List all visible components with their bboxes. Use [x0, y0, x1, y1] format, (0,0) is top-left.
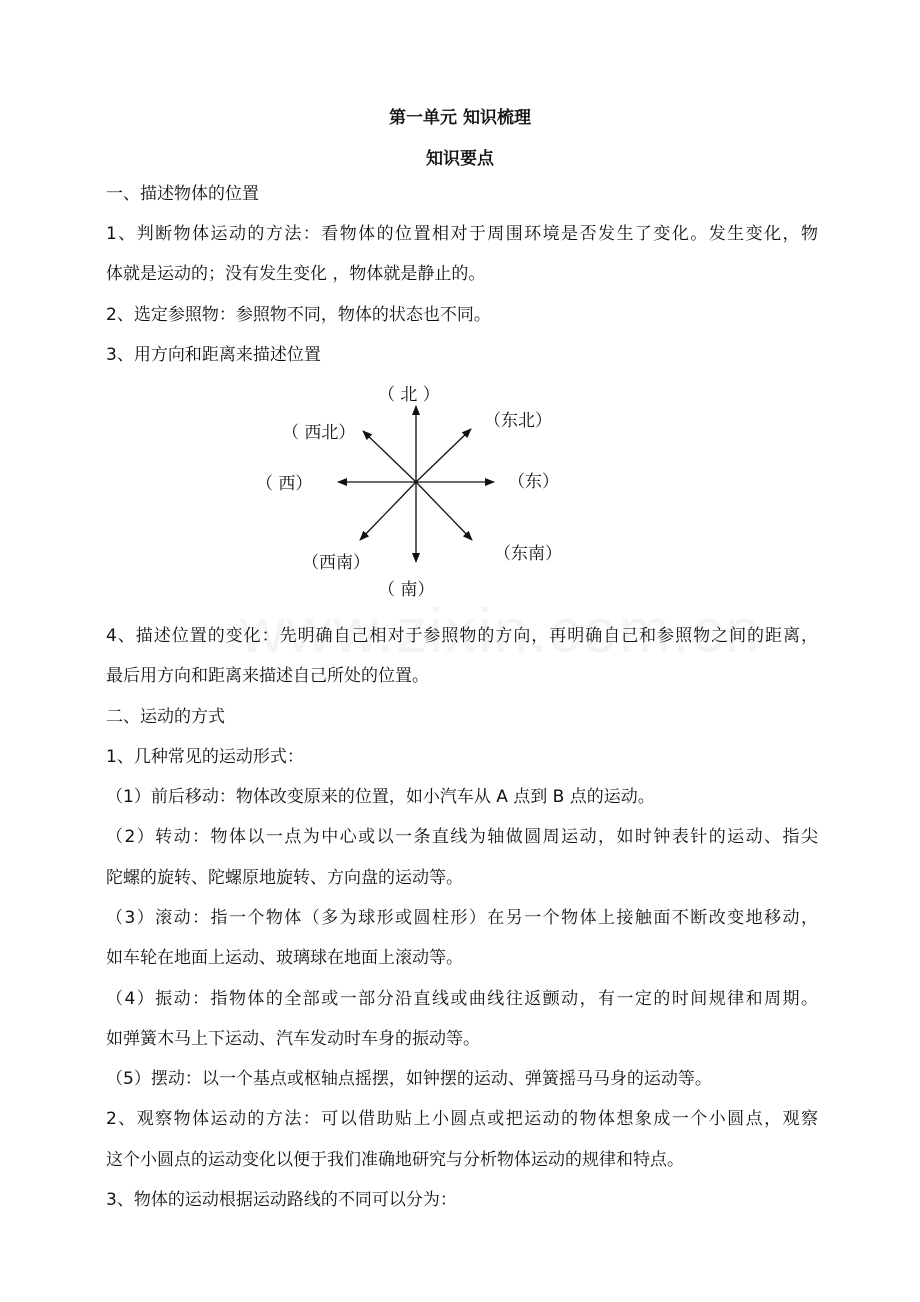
southeast-arrow	[416, 482, 472, 540]
motion-vibration-line-1: （4）振动：指物体的全部或一部分沿直线或曲线往返颤动，有一定的时间规律和周期。	[106, 989, 818, 1009]
motion-vibration-line-2: 如弹簧木马上下运动、汽车发动时车身的振动等。	[106, 1029, 480, 1049]
label-northwest: （ 西北）	[282, 423, 356, 443]
label-north: （ 北 ）	[378, 385, 440, 405]
paragraph-4-line-2: 最后用方向和距离来描述自己所处的位置。	[106, 666, 429, 686]
label-west: （ 西）	[256, 474, 313, 494]
compass-diagram	[250, 376, 590, 602]
label-southeast: （东南）	[494, 544, 562, 564]
label-south: （ 南）	[378, 580, 435, 600]
label-northeast: （东北）	[484, 411, 552, 431]
paragraph-1-line-2: 体就是运动的；没有发生变化 ，物体就是静止的。	[106, 264, 486, 284]
paragraph-3: 3、用方向和距离来描述位置	[106, 345, 321, 365]
paragraph-observe-line-1: 2、观察物体运动的方法：可以借助贴上小圆点或把运动的物体想象成一个小圆点，观察	[106, 1109, 818, 1129]
section-heading-motion: 二、运动的方式	[106, 707, 225, 727]
page-subtitle: 知识要点	[426, 149, 494, 169]
paragraph-4-line-1: 4、描述位置的变化：先明确自己相对于参照物的方向，再明确自己和参照物之间的距离，	[106, 626, 818, 646]
motion-rolling-line-1: （3）滚动：指一个物体（多为球形或圆柱形）在另一个物体上接触面不断改变地移动，	[106, 908, 818, 928]
northwest-arrow	[363, 431, 416, 482]
northeast-arrow	[416, 429, 471, 482]
label-east: （东）	[508, 472, 559, 492]
southwest-arrow	[360, 482, 416, 540]
motion-swing: （5）摆动：以一个基点或枢轴点摇摆，如钟摆的运动、弹簧摇马马身的运动等。	[106, 1069, 712, 1089]
page-title: 第一单元 知识梳理	[389, 108, 531, 128]
motion-rolling-line-2: 如车轮在地面上运动、玻璃球在地面上滚动等。	[106, 948, 463, 968]
motion-rotation-line-2: 陀螺的旋转、陀螺原地旋转、方向盘的运动等。	[106, 868, 463, 888]
motion-translation: （1）前后移动：物体改变原来的位置，如小汽车从 A 点到 B 点的运动。	[106, 787, 655, 807]
section-heading-position: 一、描述物体的位置	[106, 184, 259, 204]
paragraph-motion-forms: 1、几种常见的运动形式：	[106, 747, 304, 767]
paragraph-path-types: 3、物体的运动根据运动路线的不同可以分为：	[106, 1190, 457, 1210]
paragraph-observe-line-2: 这个小圆点的运动变化以便于我们准确地研究与分析物体运动的规律和特点。	[106, 1150, 684, 1170]
paragraph-2: 2、选定参照物：参照物不同，物体的状态也不同。	[106, 305, 491, 325]
label-southwest: （西南）	[302, 553, 370, 573]
motion-rotation-line-1: （2）转动：物体以一点为中心或以一条直线为轴做圆周运动，如时钟表针的运动、指尖	[106, 827, 818, 847]
paragraph-1-line-1: 1、判断物体运动的方法：看物体的位置相对于周围环境是否发生了变化。发生变化，物	[106, 224, 818, 244]
